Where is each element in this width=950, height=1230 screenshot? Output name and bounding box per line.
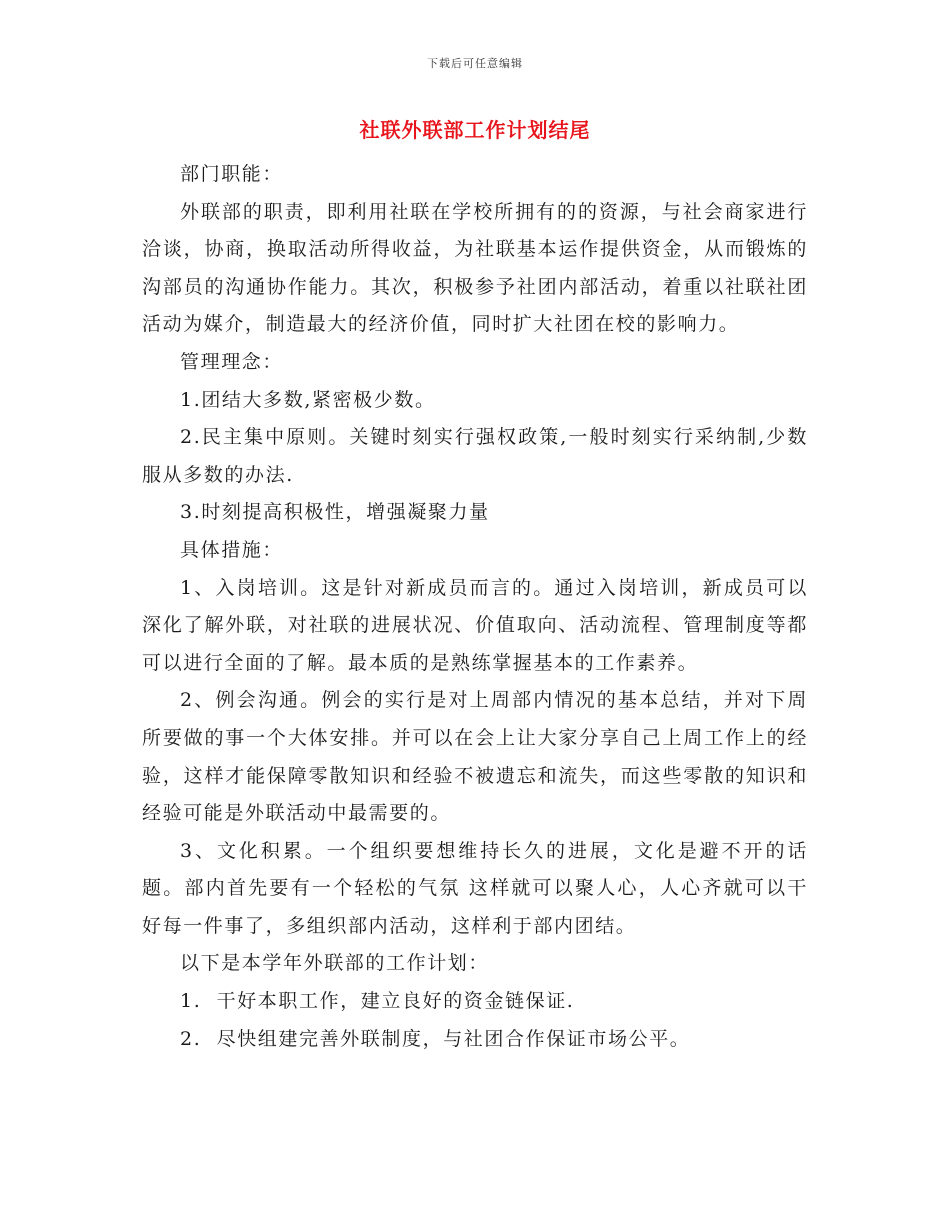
paragraph-dept-duties: 外联部的职责，即利用社联在学校所拥有的的资源，与社会商家进行洽谈，协商，换取活动所得收益，为社联基本运作提供资金，从而锻炼的沟部员的沟通协作能力。其次，积极参予社团内部活动，着重以社联社团活动为媒介，制造最大的经济价值，同时扩大社团在校的影响力。 (142, 200, 808, 336)
document-body (142, 156, 808, 1058)
paragraph-dept-function-heading: 部门职能： (180, 163, 284, 185)
paragraph-management-point-3: 3.时刻提高积极性，增强凝聚力量 (180, 501, 490, 524)
document-title: 社联外联部工作计划结尾 (359, 118, 591, 142)
paragraph-measures-heading: 具体措施： (180, 538, 284, 561)
page-header-note: 下载后可任意编辑 (427, 57, 523, 70)
paragraph-management-point-2: 2.民主集中原则。关键时刻实行强权政策,一般时刻实行采纳制,少数服从多数的办法. (142, 426, 808, 486)
paragraph-management-point-1: 1.团结大多数,紧密极少数。 (180, 388, 436, 411)
paragraph-plan-item-1: 1. 干好本职工作，建立良好的资金链保证. (180, 990, 575, 1013)
paragraph-measure-training: 1、入岗培训。这是针对新成员而言的。通过入岗培训，新成员可以深化了解外联，对社联的进展状况、价值取向、活动流程、管理制度等都可以进行全面的了解。最本质的是熟练掌握基本的工作素养。 (142, 576, 808, 674)
paragraph-plan-heading: 以下是本学年外联部的工作计划： (180, 952, 490, 975)
paragraph-measure-culture: 3、文化积累。一个组织要想维持长久的进展，文化是避不开的话题。部内首先要有一个轻松的气氛 这样就可以聚人心，人心齐就可以干好每一件事了，多组织部内活动，这样利于部内团结。 (142, 839, 808, 937)
paragraph-management-heading: 管理理念： (180, 350, 284, 373)
paragraph-plan-item-2: 2. 尽快组建完善外联制度，与社团合作保证市场公平。 (180, 1027, 691, 1050)
paragraph-measure-meetings: 2、例会沟通。例会的实行是对上周部内情况的基本总结，并对下周所要做的事一个大体安排。并可以在会上让大家分享自己上周工作上的经验，这样才能保障零散知识和经验不被遗忘和流失，而这些零散的知识和经验可能是外联活动中最需要的。 (142, 689, 808, 825)
